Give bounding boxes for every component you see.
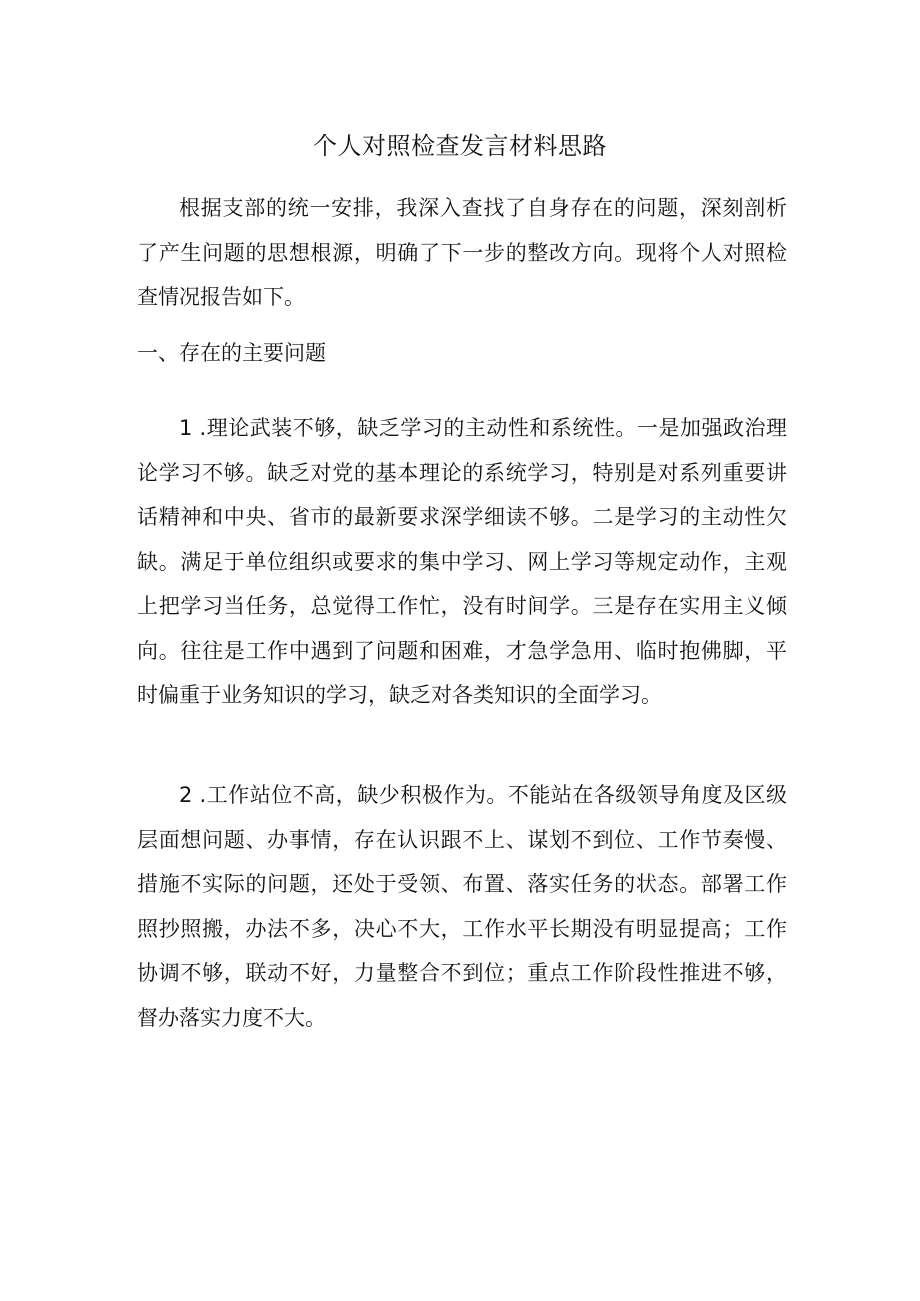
intro-paragraph: 根据支部的统一安排，我深入查找了自身存在的问题，深刻剖析了产生问题的思想根源，明确了下一步的整改方向。现将个人对照检查情况报告如下。 (137, 196, 787, 309)
point-1-paragraph: 1 .理论武装不够，缺乏学习的主动性和系统性。一是加强政治理论学习不够。缺乏对党的基本理论的系统学习，特别是对系列重要讲话精神和中央、省市的最新要求深学细读不够。二是学习的主动性欠缺。满足于单位组织或要求的集中学习、网上学习等规定动作，主观上把学习当任务，总觉得工作忙，没有时间学。三是存在实用主义倾向。往往是工作中遇到了问题和困难，才急学急用、临时抱佛脚，平时偏重于业务知识的学习，缺乏对各类知识的全面学习。 (137, 416, 787, 707)
section-heading: 一、存在的主要问题 (137, 341, 326, 365)
point-2-paragraph: 2 .工作站位不高，缺少积极作为。不能站在各级领导角度及区级层面想问题、办事情，存在认识跟不上、谋划不到位、工作节奏慢、措施不实际的问题，还处于受领、布置、落实任务的状态。部署工作照抄照搬，办法不多，决心不大，工作水平长期没有明显提高；工作协调不够，联动不好，力量整合不到位；重点工作阶段性推进不够，督办落实力度不大。 (137, 783, 787, 1030)
document-title: 个人对照检查发言材料思路 (313, 132, 607, 160)
